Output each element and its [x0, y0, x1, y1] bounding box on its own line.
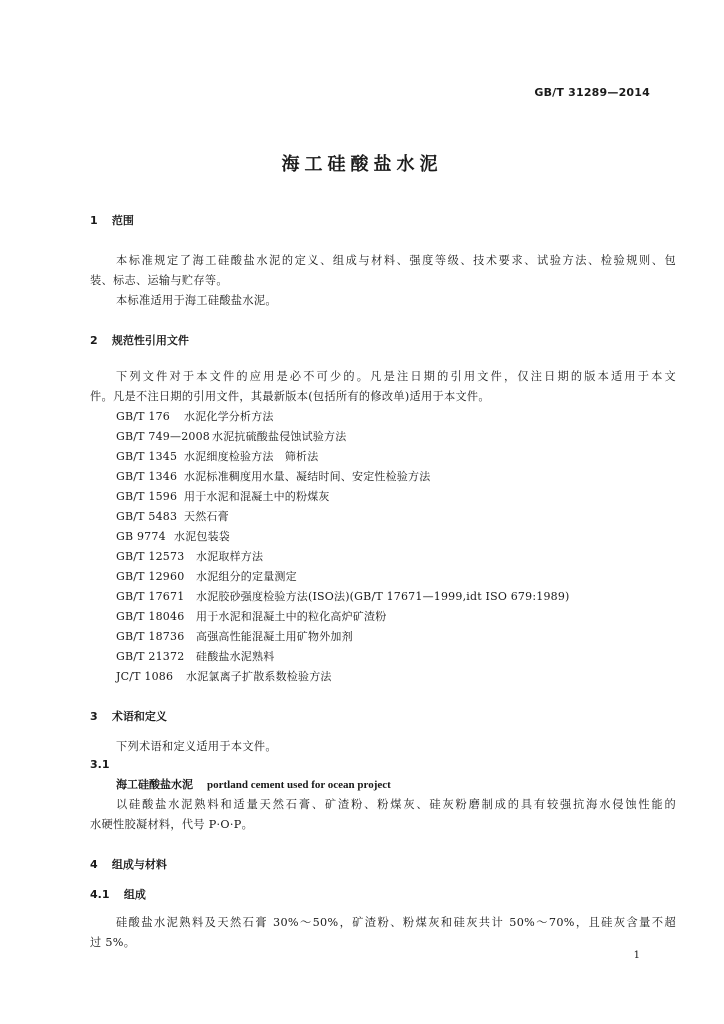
paragraph-line: 下列术语和定义适用于本文件。 — [116, 740, 277, 753]
reference-title: 水泥组分的定量测定 — [196, 570, 297, 583]
section-title: 组成与材料 — [111, 858, 167, 871]
reference-item — [116, 448, 318, 464]
reference-item — [116, 488, 330, 504]
section-1-heading — [90, 212, 134, 228]
reference-item — [116, 588, 570, 604]
reference-code: GB/T 1596 — [116, 490, 178, 503]
reference-title: 水泥包装袋 — [174, 530, 230, 543]
section-title: 术语和定义 — [111, 710, 167, 723]
paragraph-line: 本标准规定了海工硅酸盐水泥的定义、组成与材料、强度等级、技术要求、试验方法、检验规则、包 — [116, 254, 676, 267]
paragraph-line: 件。凡是不注日期的引用文件，其最新版本(包括所有的修改单)适用于本文件。 — [90, 390, 490, 403]
reference-title: 水泥取样方法 — [196, 550, 264, 563]
reference-code: JC/T 1086 — [116, 670, 174, 683]
reference-title: 硅酸盐水泥熟料 — [196, 650, 275, 663]
paragraph-line: 以硅酸盐水泥熟料和适量天然石膏、矿渣粉、粉煤灰、硅灰粉磨制成的具有较强抗海水侵蚀性能的 — [116, 798, 676, 811]
section-2-heading — [90, 332, 189, 348]
reference-item — [116, 668, 332, 684]
term-chinese: 海工硅酸盐水泥 — [116, 778, 193, 791]
reference-item — [116, 468, 430, 484]
section-title: 范围 — [111, 214, 134, 227]
term-english: portland cement used for ocean project — [207, 779, 391, 791]
paragraph-line: 装、标志、运输与贮存等。 — [90, 274, 228, 287]
reference-item — [116, 608, 386, 624]
paragraph-line: 下列文件对于本文件的应用是必不可少的。凡是注日期的引用文件，仅注日期的版本适用于本文 — [116, 370, 676, 383]
reference-code: GB/T 18046 — [116, 610, 185, 623]
section-number: 1 — [90, 214, 98, 227]
reference-item — [116, 508, 229, 524]
section-3-heading — [90, 708, 167, 724]
reference-item — [116, 528, 230, 544]
term-number: 3.1 — [90, 758, 110, 771]
reference-title: 天然石膏 — [184, 510, 229, 523]
section-4-heading — [90, 856, 167, 872]
reference-item — [116, 648, 274, 664]
reference-title: 水泥氯离子扩散系数检验方法 — [186, 670, 332, 683]
reference-code: GB/T 21372 — [116, 650, 185, 663]
reference-code: GB 9774 — [116, 530, 166, 543]
section-number: 3 — [90, 710, 98, 723]
reference-code: GB/T 749—2008 — [116, 430, 210, 443]
reference-item — [116, 408, 274, 424]
reference-item — [116, 568, 297, 584]
paragraph-line: 过 5%。 — [90, 936, 136, 949]
document-title: 海工硅酸盐水泥 — [281, 154, 443, 175]
reference-code: GB/T 176 — [116, 410, 171, 423]
reference-code: GB/T 18736 — [116, 630, 185, 643]
page-number: 1 — [633, 950, 640, 961]
subsection-4-1-heading — [90, 886, 146, 902]
reference-title: 水泥化学分析方法 — [184, 410, 274, 423]
subsection-number: 4.1 — [90, 888, 110, 901]
reference-item — [116, 428, 346, 444]
paragraph-line: 水硬性胶凝材料，代号 P·O·P。 — [90, 818, 254, 831]
section-title: 规范性引用文件 — [111, 334, 189, 347]
reference-code: GB/T 1345 — [116, 450, 178, 463]
reference-title: 高强高性能混凝土用矿物外加剂 — [196, 630, 353, 643]
reference-title: 用于水泥和混凝土中的粉煤灰 — [184, 490, 330, 503]
reference-item — [116, 628, 353, 644]
reference-code: GB/T 17671 — [116, 590, 185, 603]
reference-code: GB/T 5483 — [116, 510, 178, 523]
reference-title: 用于水泥和混凝土中的粒化高炉矿渣粉 — [196, 610, 387, 623]
reference-item — [116, 548, 263, 564]
paragraph-line: 硅酸盐水泥熟料及天然石膏 30%～50%，矿渣粉、粉煤灰和硅灰共计 50%～70%，且硅灰含量不超 — [116, 916, 676, 929]
term-entry — [116, 776, 391, 792]
reference-code: GB/T 1346 — [116, 470, 178, 483]
section-number: 4 — [90, 858, 98, 871]
paragraph-line: 本标准适用于海工硅酸盐水泥。 — [116, 294, 277, 307]
reference-code: GB/T 12573 — [116, 550, 185, 563]
subsection-title: 组成 — [123, 888, 146, 901]
reference-title: 水泥胶砂强度检验方法(ISO法)(GB/T 17671—1999,idt ISO 679:1989) — [196, 590, 570, 603]
section-number: 2 — [90, 334, 98, 347]
reference-code: GB/T 12960 — [116, 570, 185, 583]
reference-title: 水泥细度检验方法 筛析法 — [184, 450, 319, 463]
reference-title: 水泥标准稠度用水量、凝结时间、安定性检验方法 — [184, 470, 431, 483]
standard-code: GB/T 31289—2014 — [534, 86, 650, 99]
reference-title: 水泥抗硫酸盐侵蚀试验方法 — [212, 430, 347, 443]
